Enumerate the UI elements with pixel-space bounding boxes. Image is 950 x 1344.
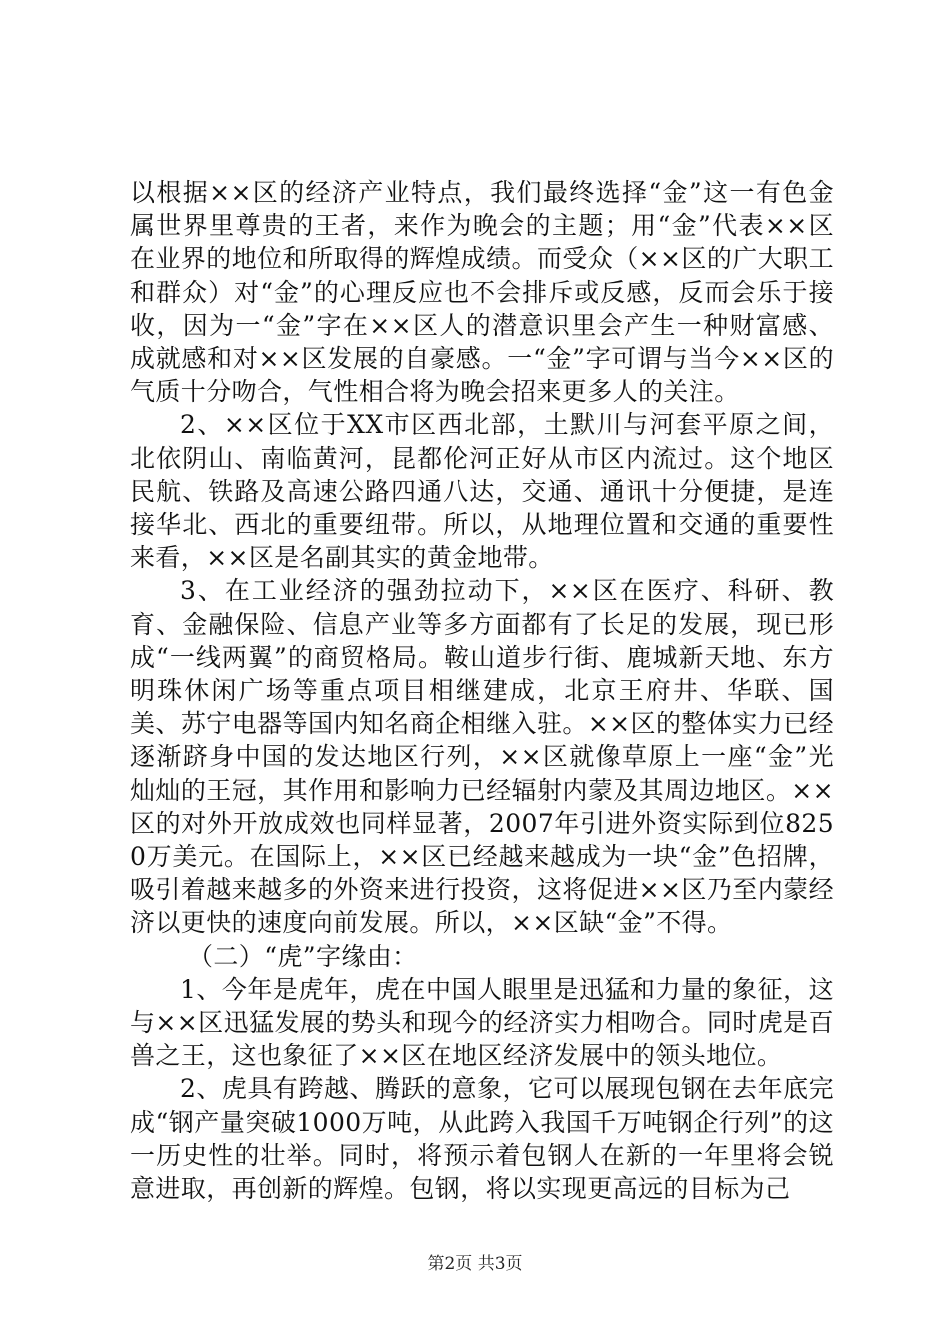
page-footer: 第2页 共3页 (427, 1254, 523, 1274)
paragraph-jin-reason-1-continued: 以根据××区的经济产业特点，我们最终选择“金”这一有色金属世界里尊贵的王者，来作为晚会的主题；用“金”代表××区在业界的地位和所取得的辉煌成绩。而受众（××区的广大职工和群众）对“金”的心理反应也不会排斥或反感，反而会乐于接收，因为一“金”字在××区人的潜意识里会产生一种财富感、成就感和对××区发展的自豪感。一“金”字可谓与当今××区的气质十分吻合，气性相合将为晚会招来更多人的关注。 (130, 178, 834, 407)
document-body (130, 176, 834, 1205)
paragraph-jin-reason-3: 3、在工业经济的强劲拉动下，××区在医疗、科研、教育、金融保险、信息产业等多方面都有了长足的发展，现已形成“一线两翼”的商贸格局。鞍山道步行街、鹿城新天地、东方明珠休闲广场等重点项目相继建成，北京王府井、华联、国美、苏宁电器等国内知名商企相继入驻。××区的整体实力已经逐渐跻身中国的发达地区行列，××区就像草原上一座“金”光灿灿的王冠，其作用和影响力已经辐射内蒙及其周边地区。××区的对外开放成效也同样显著，2007年引进外资实际到位8250万美元。在国际上，××区已经越来越成为一块“金”色招牌，吸引着越来越多的外资来进行投资，这将促进××区乃至内蒙经济以更快的速度向前发展。所以，××区缺“金”不得。 (130, 576, 834, 938)
paragraph-hu-reason-1: 1、今年是虎年，虎在中国人眼里是迅猛和力量的象征，这与××区迅猛发展的势头和现今的经济实力相吻合。同时虎是百兽之王，这也象征了××区在地区经济发展中的领头地位。 (130, 974, 834, 1071)
section-heading-hu: （二）“虎”字缘由： (188, 941, 418, 971)
paragraph-hu-reason-2: 2、虎具有跨越、腾跃的意象，它可以展现包钢在去年底完成“钢产量突破1000万吨，从此跨入我国千万吨钢企行列”的这一历史性的壮举。同时，将预示着包钢人在新的一年里将会锐意进取，再创新的辉煌。包钢，将以实现更高远的目标为己 (130, 1074, 834, 1204)
paragraph-jin-reason-2: 2、××区位于XX市区西北部，土默川与河套平原之间，北依阴山、南临黄河，昆都伦河正好从市区内流过。这个地区民航、铁路及高速公路四通八达，交通、通讯十分便捷，是连接华北、西北的重要纽带。所以，从地理位置和交通的重要性来看，××区是名副其实的黄金地带。 (130, 410, 834, 573)
